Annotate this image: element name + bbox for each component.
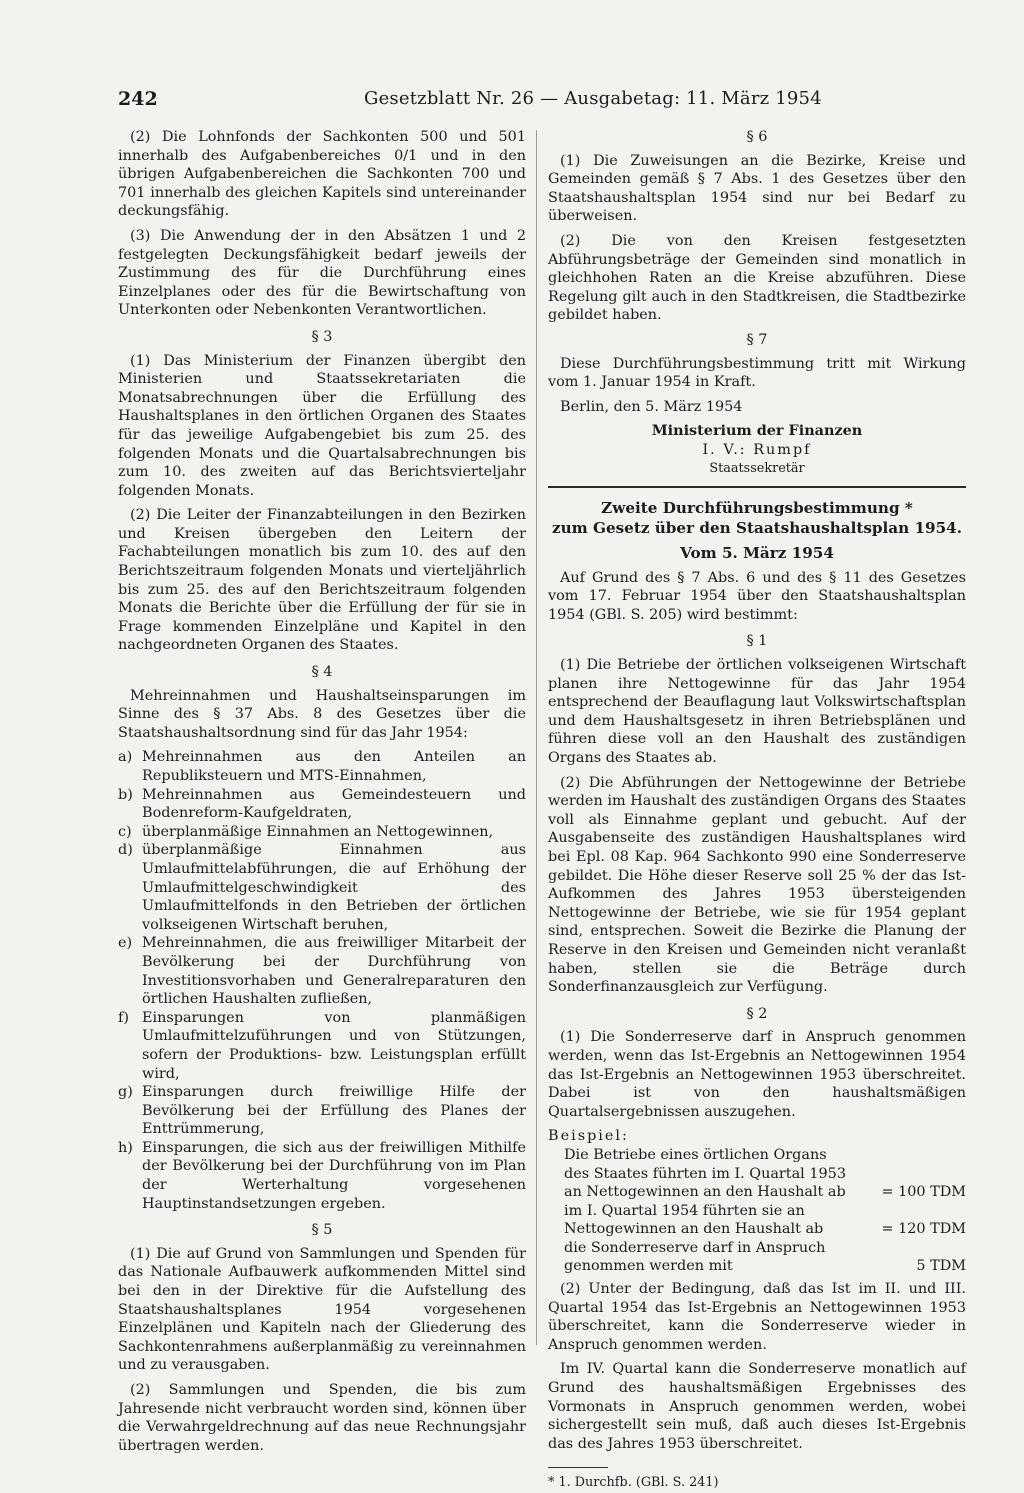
regulation-date: Vom 5. März 1954 [680, 544, 834, 563]
list-item: g) Einsparungen durch freiwillige Hilfe der Bevölkerung bei der Erfüllung des Planes der Enttrümmerung, [118, 1084, 526, 1138]
paragraph: (2) Die Leiter der Finanzabteilungen in den Bezirken und Kreisen übergeben den Leitern der Fachabteilungen monatlich bis zum 10. des auf den Berichtszeitraum folgenden Monats und vierteljährlich bis zum 25. des auf den Berichtszeitraum folgenden Monats die Berichte über die Erfüllung der für sie in Frage kommenden Einzelpläne und Kapitel in den nachgeordneten Organen des Staates. [118, 507, 526, 654]
example-label: Beispiel: [548, 1128, 629, 1145]
list-item: d) überplanmäßige Einnahmen aus Umlaufmittelabführungen, die auf Erhöhung der Umlaufmittelgeschwindigkeit des Umlaufmittelfonds in den Betrieben der örtlichen volkseigenen Wirtschaft beruhen, [118, 842, 526, 933]
paragraph: (2) Die Abführungen der Nettogewinne der Betriebe werden im Haushalt des zuständigen Organs des Staates voll als Einnahme geplant und gebucht. Auf der Ausgabenseite des zuständigen Haushaltsplanes wird bei Epl. 08 Kap. 964 Sachkonto 990 eine Sonderreserve gebildet. Die Höhe dieser Reserve soll 25 % der das Ist-Aufkommen des Jahres 1953 übersteigenden Nettogewinne der Betriebe, wie sie für 1954 geplant sind, entsprechen. Soweit die Bezirke die Planung der Reserve in den Kreisen und Gemeinden nicht veranlaßt haben, stellen sie die Beträge durch Sonderfinanzausgleich zur Verfügung. [548, 774, 966, 996]
section-heading: § 3 [311, 328, 333, 345]
paragraph: (1) Die Betriebe der örtlichen volkseigenen Wirtschaft planen ihre Nettogewinne für das Jahr 1954 entsprechend der Beauflagung laut Volkswirtschaftsplan und dem Haushaltsgesetz in ihren Betriebsplänen und führen diese voll an den Haushalt des zuständigen Organs des Staates ab. [548, 657, 966, 767]
section-heading: § 2 [746, 1005, 768, 1022]
section-heading: § 7 [746, 331, 768, 348]
list-item: e) Mehreinnahmen, die aus freiwilliger Mitarbeit der Bevölkerung bei der Durchführung von Investitionsvorhaben und Generalreparaturen den örtlichen Haushalten zufließen, [118, 935, 526, 1008]
regulation-subtitle: zum Gesetz über den Staatshaushaltsplan 1954. [551, 519, 963, 538]
footnote-rule [548, 1467, 608, 1468]
list-item: b) Mehreinnahmen aus Gemeindesteuern und Bodenreform-Kaufgeldraten, [118, 786, 526, 822]
paragraph: (3) Die Anwendung der in den Absätzen 1 und 2 festgelegten Deckungsfähigkeit bedarf jeweils der Zustimmung des für die Durchführung eines Einzelplanes oder des für die Bewirtschaftung von Unterkonten oder Nebenkonten Verantwortlichen. [118, 227, 526, 319]
section-heading: § 4 [311, 664, 333, 681]
section-heading: § 5 [311, 1222, 333, 1239]
list-item: h) Einsparungen, die sich aus der freiwilligen Mithilfe der Bevölkerung bei der Durchführung von im Plan der Werterhaltung vorgesehenen Hauptinstandsetzungen ergeben. [118, 1139, 526, 1212]
item-list [118, 748, 526, 1213]
section-heading: § 6 [746, 129, 768, 145]
footnote: * 1. Durchfb. (GBl. S. 241) [548, 1475, 719, 1491]
list-item: f) Einsparungen von planmäßigen Umlaufmittelzuführungen und von Stützungen, sofern der Produktions- bzw. Leistungsplan erfüllt wird, [118, 1009, 526, 1082]
paragraph: (1) Die auf Grund von Sammlungen und Spenden für das Nationale Aufbauwerk aufkommenden Mittel sind bei den in der Direktive für die Aufstellung des Staatshaushaltsplanes 1954 vorgesehenen Einzelplänen und Kapiteln nach der Gliederung des Sachkontenrahmens außerplanmäßig zu vereinnahmen und zu verausgaben. [118, 1245, 526, 1374]
section-rule [548, 486, 966, 488]
example-row: die Sonderreserve darf in Anspruch genommen werden mit 5 TDM [564, 1239, 966, 1275]
header-title: Gesetzblatt Nr. 26 — Ausgabetag: 11. März 1954 [364, 88, 822, 109]
paragraph: Im IV. Quartal kann die Sonderreserve monatlich auf Grund des haushaltsmäßigen Ergebnisses des Vormonats in Anspruch genommen werden, wobei sichergestellt sein muß, daß auch dieses Ist-Ergebnis das des Jahres 1953 überschreitet. [548, 1361, 966, 1452]
page-header [118, 88, 938, 116]
paragraph: (2) Die von den Kreisen festgesetzten Abführungsbeträge der Gemeinden sind monatlich in gleichhohen Raten an die Kreise abzuführen. Diese Regelung gilt auch in den Stadtkreisen, die Stadtbezirke gebildet haben. [548, 232, 966, 324]
paragraph: Auf Grund des § 7 Abs. 6 und des § 11 des Gesetzes vom 17. Februar 1954 über den Staatshaushaltsplan 1954 (GBl. S. 205) wird bestimmt: [548, 569, 966, 623]
example-block [548, 1127, 966, 1276]
right-column [548, 128, 966, 1493]
paragraph: (2) Unter der Bedingung, daß das Ist im II. und III. Quartal 1954 das Ist-Ergebnis an Nettogewinnen 1953 überschreitet, kann die Sonderreserve wieder in Anspruch genommen werden. [548, 1281, 966, 1353]
place-date: Berlin, den 5. März 1954 [560, 398, 743, 415]
paragraph: (1) Die Zuweisungen an die Bezirke, Kreise und Gemeinden gemäß § 7 Abs. 1 des Gesetzes über den Staatshaushaltsplan 1954 sind nur bei Bedarf zu überweisen. [548, 152, 966, 225]
column-divider [536, 130, 537, 1345]
paragraph: (2) Die Lohnfonds der Sachkonten 500 und 501 innerhalb des Aufgabenbereiches 0/1 und in den übrigen Aufgabenbereichen die Sachkonten 700 und 701 innerhalb des gleichen Kapitels sind untereinander deckungsfähig. [118, 129, 526, 220]
page-number: 242 [118, 88, 158, 110]
section-heading: § 1 [746, 633, 768, 650]
left-column [118, 128, 526, 1461]
signatory-role: Staatssekretär [709, 460, 805, 476]
paragraph: Diese Durchführungsbestimmung tritt mit Wirkung vom 1. Januar 1954 in Kraft. [548, 355, 966, 391]
paragraph: (1) Das Ministerium der Finanzen übergibt den Ministerien und Staatssekretariaten die Monatsabrechnungen über die Erfüllung des Haushaltsplanes in den örtlichen Organen des Staates für das jeweilige Aufgabengebiet bis zum 25. des folgenden Monats und die Quartalsabrechnungen bis zum 10. des zweiten auf das Berichtsvierteljahr folgenden Monats. [118, 352, 526, 499]
paragraph: (1) Die Sonderreserve darf in Anspruch genommen werden, wenn das Ist-Ergebnis an Nettogewinnen 1954 das Ist-Ergebnis an Nettogewinnen 1953 überschreitet. Dabei ist von den haushaltsmäßigen Quartalsergebnissen auszugehen. [548, 1029, 966, 1120]
example-row: im I. Quartal 1954 führten sie an Nettogewinnen an den Haushalt ab = 120 TDM [564, 1202, 966, 1238]
regulation-title: Zweite Durchführungsbestimmung * [601, 499, 913, 518]
list-item: c) überplanmäßige Einnahmen an Nettogewinnen, [118, 823, 494, 840]
ministry-name: Ministerium der Finanzen [651, 422, 863, 440]
list-item: a) Mehreinnahmen aus den Anteilen an Republiksteuern und MTS-Einnahmen, [118, 749, 526, 784]
example-row: Die Betriebe eines örtlichen Organs des Staates führten im I. Quartal 1953 an Nettogewinnen an den Haushalt ab = 100 TDM [564, 1146, 966, 1201]
signature: I. V.: Rumpf [702, 441, 812, 458]
paragraph: (2) Sammlungen und Spenden, die bis zum Jahresende nicht verbraucht worden sind, können über die Verwahrgeldrechnung auf das neue Rechnungsjahr übertragen werden. [118, 1382, 526, 1454]
paragraph: Mehreinnahmen und Haushaltseinsparungen im Sinne des § 37 Abs. 8 des Gesetzes über die Staatshaushaltsordnung sind für das Jahr 1954: [118, 687, 526, 741]
